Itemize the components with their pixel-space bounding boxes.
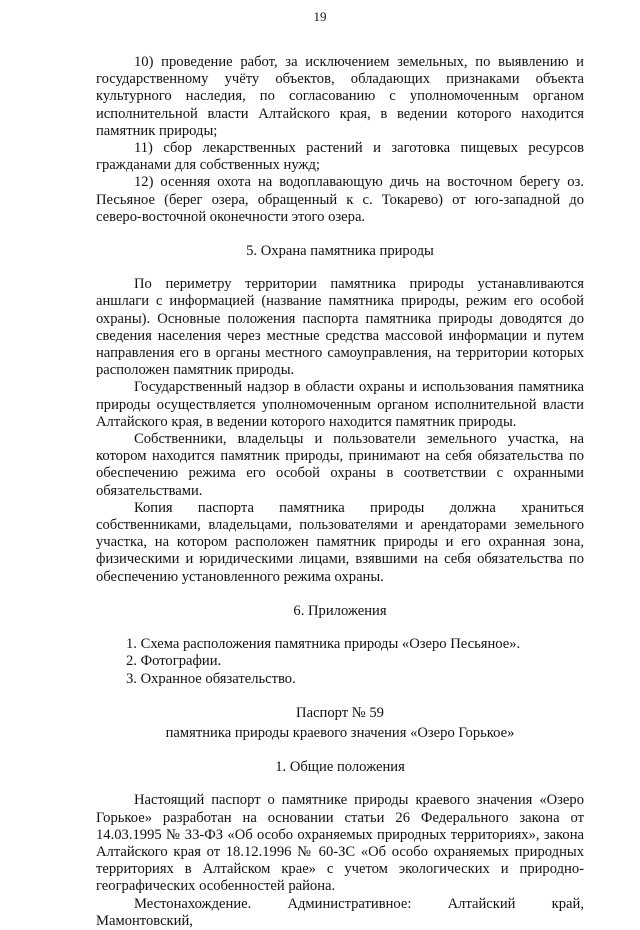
- page-body: [96, 54, 584, 930]
- list-item-11: 11) сбор лекарственных растений и заготовка пищевых ресурсов гражданами для собственных нужд;: [96, 140, 584, 174]
- section-5-paragraph: Копия паспорта памятника природы должна храниться собственниками, владельцами, пользователями и арендаторами земельного участка, на котором расположен памятник природы и его охранная зона, физическими и юридическими лицами, взявшими на себя обязательства по обеспечению установленного режима охраны.: [96, 499, 584, 585]
- section-5-paragraph: Собственники, владельцы и пользователи земельного участка, на котором находится памятник природы, принимают на себя обязательства по обеспечению режима его особой охраны в соответствии с охранными обязательствами.: [96, 431, 584, 499]
- section-1-paragraph: Местонахождение. Административное: Алтайский край, Мамонтовский,: [96, 895, 584, 929]
- appendix-item: 2. Фотографии.: [126, 653, 222, 670]
- passport-title: Паспорт № 59: [296, 704, 384, 721]
- appendix-item: 3. Охранное обязательство.: [126, 670, 296, 687]
- appendix-item: 1. Схема расположения памятника природы «Озеро Песьяное».: [126, 636, 521, 653]
- section-1-paragraph: Настоящий паспорт о памятнике природы краевого значения «Озеро Горькое» разработан на основании статьи 26 Федерального закона от 14.03.1995 № 33-ФЗ «Об особо охраняемых природных территориях», закона Алтайского края от 18.12.1996 № 60-ЗС «Об особо охраняемых природных территориях в Алтайском крае» с учетом экологических и природно-географических особенностей района.: [96, 792, 584, 895]
- list-item-12: 12) осенняя охота на водоплавающую дичь на восточном берегу оз. Песьяное (берег озера, обращенный к с. Токарево) от юго-западной до северо-восточной оконечности этого озера.: [96, 174, 584, 225]
- section-6-heading: 6. Приложения: [293, 602, 387, 619]
- section-5-paragraph: По периметру территории памятника природы устанавливаются аншлаги с информацией (название памятника природы, режим его особой охраны). Основные положения паспорта памятника природы доводятся до сведения населения через местные средства массовой информации и путем направления его в органы местного самоуправления, на территории которых расположен памятник природы.: [96, 276, 584, 379]
- section-5-heading: 5. Охрана памятника природы: [246, 243, 434, 260]
- list-item-10: 10) проведение работ, за исключением земельных, по выявлению и государственному учёту объектов, обладающих признаками объекта культурного наследия, по согласованию с уполномоченным органом исполнительной власти Алтайского края, в ведении которого находится памятник природы;: [96, 54, 584, 139]
- passport-subtitle: памятника природы краевого значения «Озеро Горькое»: [165, 724, 515, 741]
- section-5-paragraph: Государственный надзор в области охраны и использования памятника природы осуществляется уполномоченным органом исполнительной власти Алтайского края, в ведении которого находится памятник природы.: [96, 379, 584, 430]
- section-1-heading: 1. Общие положения: [275, 759, 405, 776]
- page-number: 19: [313, 9, 327, 24]
